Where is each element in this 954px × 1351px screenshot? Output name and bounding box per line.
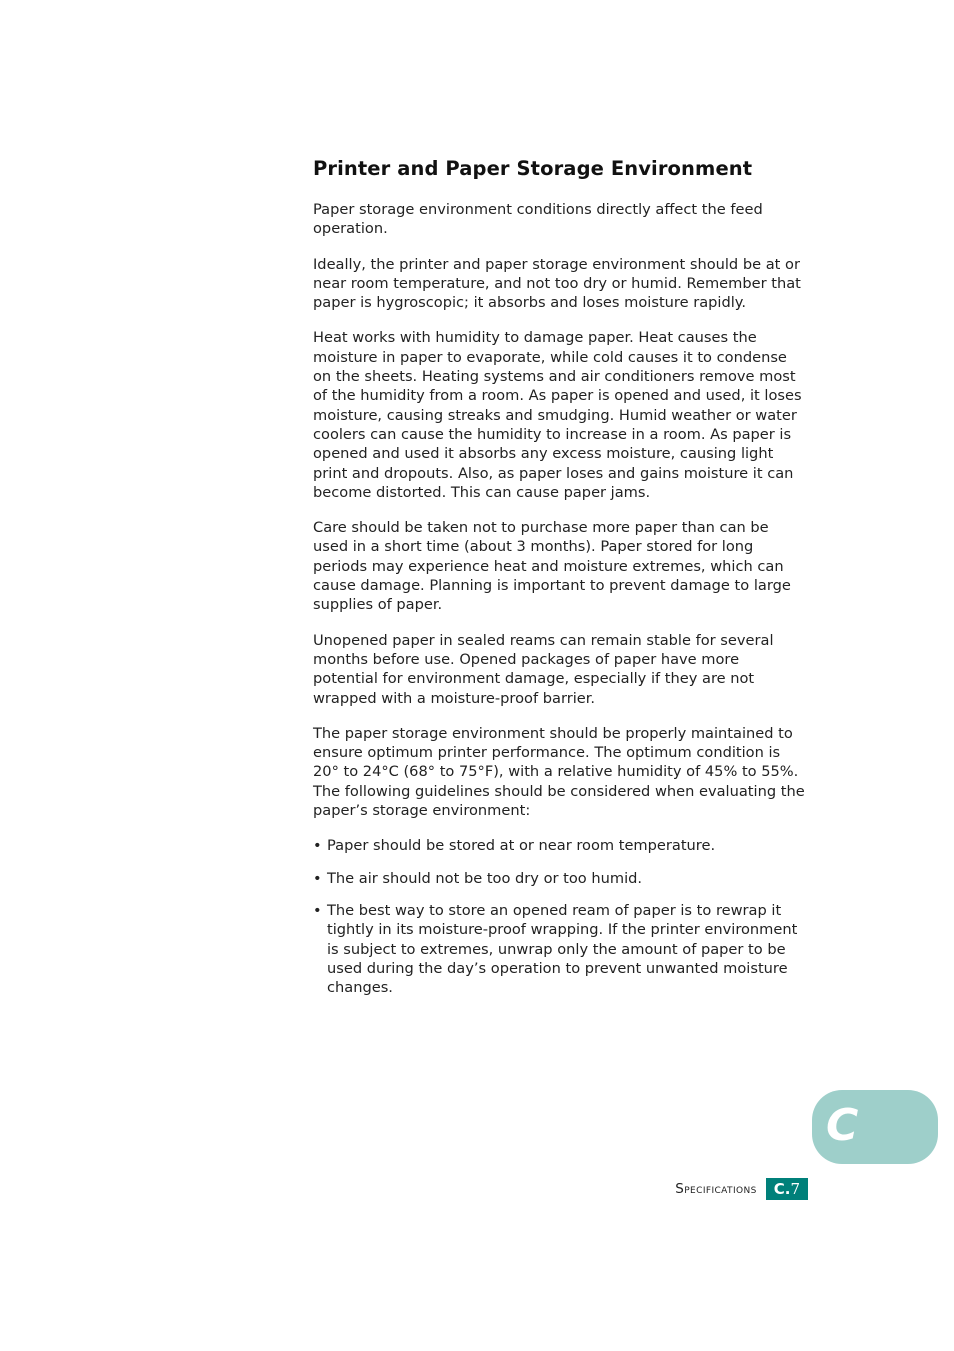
list-item-text: The best way to store an opened ream of paper is to rewrap it tightly in its moisture-proof wrapping. If the printer environment is subject to extremes, unwrap only the amount of paper to be used during the day’s operation to prevent unwanted moisture changes. (327, 901, 798, 997)
list-item (313, 901, 805, 997)
paragraph-intro: Paper storage environment conditions directly affect the feed operation. (313, 201, 763, 238)
page-footer (675, 1178, 808, 1200)
bullet-icon: • (313, 869, 322, 887)
paragraph-purchasing: Care should be taken not to purchase more paper than can be used in a short time (about 3 months). Paper stored for long periods may experience heat and moisture extremes, which can cause damage. Planning is important to prevent damage to large supplies of paper. (313, 519, 791, 614)
chapter-letter: C (826, 1100, 859, 1151)
page-content (313, 156, 805, 1010)
list-item-text: Paper should be stored at or near room temperature. (327, 837, 716, 855)
page-number-badge (766, 1178, 808, 1200)
list-item (313, 836, 805, 855)
footer-section-name: Specifications (675, 1181, 757, 1197)
section-heading: Printer and Paper Storage Environment (313, 157, 753, 180)
paragraph-ideal-environment: Ideally, the printer and paper storage environment should be at or near room temperature, and not too dry or humid. Remember that paper is hygroscopic; it absorbs and loses moisture rapidly. (313, 255, 801, 312)
chapter-tab (812, 1090, 938, 1164)
page-number: 7 (790, 1180, 800, 1198)
paragraph-heat-humidity: Heat works with humidity to damage paper. Heat causes the moisture in paper to evaporate, while cold causes it to condense on the sheets. Heating systems and air conditioners remove most of the humidity from a room. As paper is opened and used, it loses moisture, causing streaks and smudging. Humid weather or water coolers can cause the humidity to increase in a room. As paper is opened and used it absorbs any excess moisture, causing light print and dropouts. Also, as paper loses and gains moisture it can become distorted. This can cause paper jams. (313, 329, 802, 501)
paragraph-unopened-paper: Unopened paper in sealed reams can remain stable for several months before use. Opened packages of paper have more potential for environment damage, especially if they are not wrapped with a moisture-proof barrier. (313, 631, 774, 707)
paragraph-optimum-condition: The paper storage environment should be properly maintained to ensure optimum printer performance. The optimum condition is 20° to 24°C (68° to 75°F), with a relative humidity of 45% to 55%. The following guidelines should be considered when evaluating the paper’s storage environment: (313, 724, 805, 820)
bullet-icon: • (313, 837, 322, 855)
list-item-text: The air should not be too dry or too humid. (327, 869, 643, 887)
page-number-prefix: C. (773, 1180, 791, 1198)
guidelines-list (313, 836, 805, 997)
bullet-icon: • (313, 901, 322, 919)
list-item (313, 869, 805, 888)
